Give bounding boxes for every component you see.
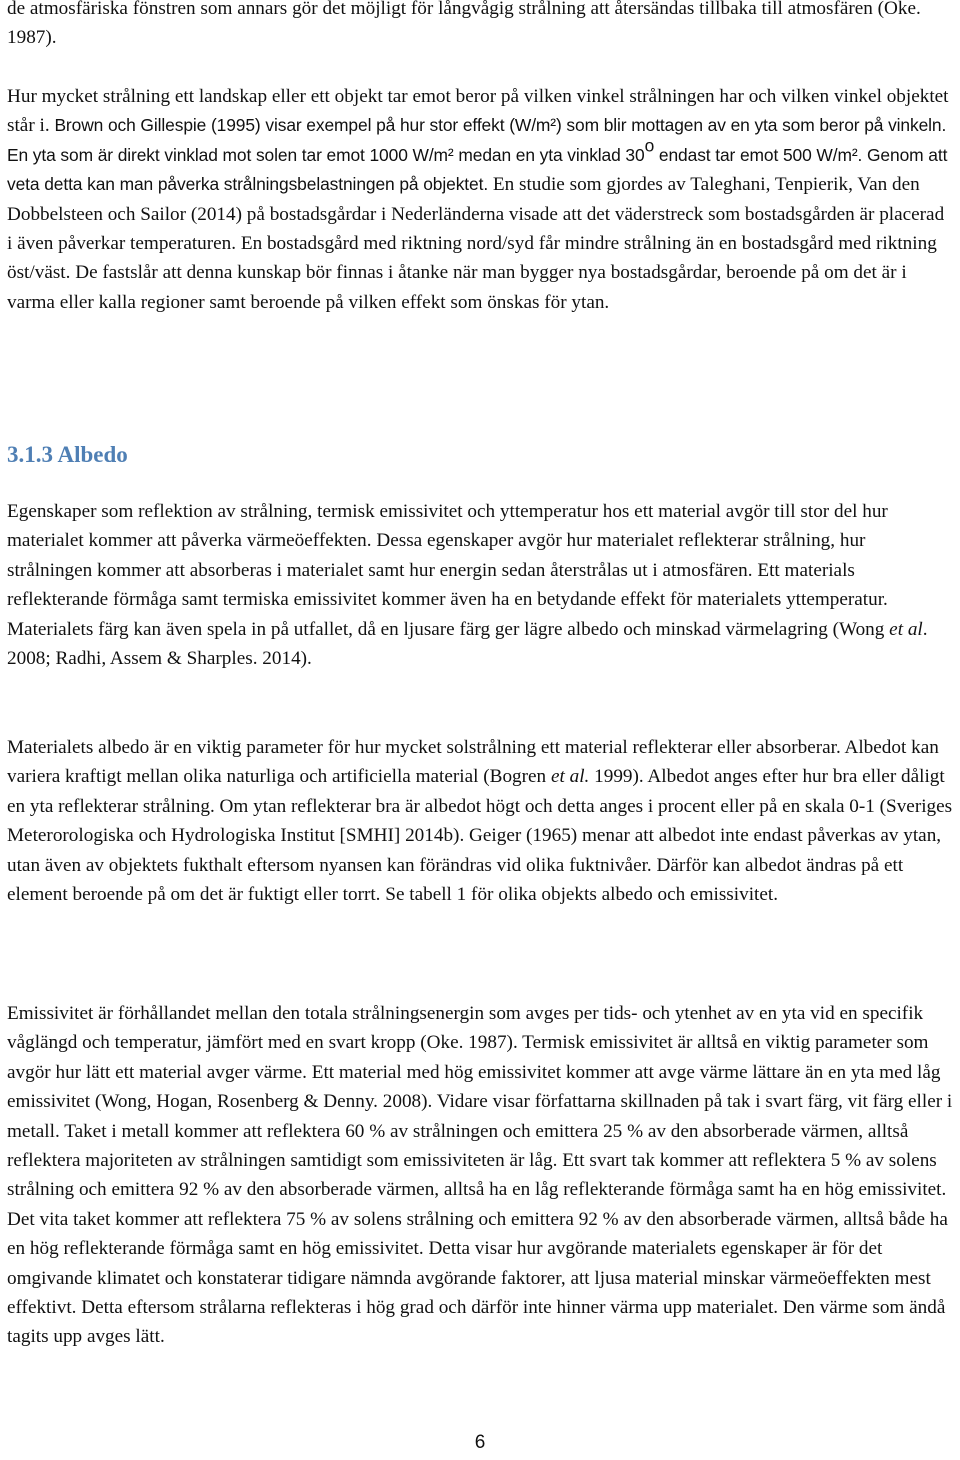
text-span-sans: endast tar emot 500 W/m². Genom att veta detta kan man påverka strålningsbelastningen på objektet. bbox=[7, 144, 948, 195]
paragraph-albedo-definition bbox=[7, 733, 954, 909]
text-span: 1999). Albedot anges efter hur bra eller dåligt en yta reflekterar strålning. Om ytan reflekterar bra är albedot högt och detta anges i procent eller på en skala 0-1 (Sveriges Meterorologiska och Hydrologiska Institut [SMHI] 2014b). Geiger (1965) menar att albedot inte endast påverkas av ytan, utan även av objektets fukthalt eftersom nyansen kan förändras vid olika fuktnivåer. Därför kan albedot ändras på ett element beroende på om det är fuktigt eller torrt. Se tabell 1 för olika objekts albedo och emissivitet. bbox=[7, 766, 953, 906]
superscript-degree: o bbox=[644, 135, 655, 156]
paragraph-emissivity: Emissivitet är förhållandet mellan den totala strålningsenergin som avges per tids- och ytenhet av en yta vid en specifik våglängd och temperatur, jämfört med en svart kropp (Oke. 1987). Termisk emissivitet är alltså en viktig parameter som avgör hur lätt ett material avger värme. Ett material med hög emissivitet kommer att avge värme lättare än en yta med låg emissivitet (Wong, Hogan, Rosenberg & Denny. 2008). Vidare visar författarna skillnaden på tak i svart färg, vit färg eller i metall. Taket i metall kommer att reflektera 60 % av strålningen och emittera 25 % av den absorberade värmen, alltså reflektera majoriteten av strålningen samtidigt som emissiviteten är låg. Ett svart tak kommer att reflektera 5 % av solens strålning och emittera 92 % av den absorberade värmen, alltså ha en låg reflekterande förmåga samt ha en hög emissivitet. Det vita taket kommer att reflektera 75 % av solens strålning och emittera 92 % av den absorberade värmen, alltså både ha en hög reflekterande förmåga samt en hög emissivitet. Detta visar hur avgörande materialets egenskaper är för det omgivande klimatet och konstaterar tidigare nämnda avgörande faktorer, att ljusa material minskar värmeöeffekten mest effektivt. Detta eftersom strålarna reflekteras i hög grad och därför inte hinner värma upp materialet. Den värme som ändå tagits upp avges lätt. bbox=[7, 1003, 953, 1348]
text-span: En studie som gjordes av Taleghani, Tenpierik, Van den Dobbelsteen och Sailor (2014) på bostadsgårdar i Nederländerna visade att det väderstreck som bostadsgården är placerad i även påverkar temperaturen. En bostadsgård med riktning nord/syd får mindre strålning än en bostadsgård med riktning öst/väst. De fastslår att denna kunskap bör finnas i åtanke när man bygger nya bostadsgårdar, beroende på om det är i varma eller kalla regioner samt beroende på vilken effekt som önskas för ytan. bbox=[7, 174, 945, 313]
paragraph-material-properties bbox=[7, 497, 954, 673]
text-span: Hur mycket strålning ett landskap eller ett objekt tar emot beror på vilken vinkel strålningen har och vilken vinkel objektet står i. bbox=[7, 86, 949, 137]
text-italic: et al. bbox=[550, 766, 590, 788]
text-span: Egenskaper som reflektion av strålning, termisk emissivitet och yttemperatur hos ett material avgör till stor del hur materialet kommer att påverka värmeöeffekten. Dessa egenskaper avgör hur materialet reflekterar strålning, hur strålningen kommer att absorberas i materialet samt hur energin sedan återstrålas ut i atmosfären. Ett materials reflekterande förmåga samt termiska emissivitet kommer även ha en betydande effekt för materialets yttemperatur. Materialets färg kan även spela in på utfallet, då en ljusare färg ger lägre albedo och minskad värmelagring (Wong bbox=[7, 501, 890, 640]
paragraph-radiation-angle bbox=[7, 82, 954, 317]
section-heading-albedo: 3.1.3 Albedo bbox=[7, 442, 128, 467]
text-span-sans: Brown och Gillespie (1995) visar exempel på hur stor effekt (W/m²) som blir mottagen av en yta som beror på vinkeln. En yta som är direkt vinklad mot solen tar emot 1000 W/m² medan en yta vinklad 30 bbox=[7, 115, 947, 165]
text-italic: et al bbox=[889, 618, 923, 640]
page-number: 6 bbox=[474, 1432, 486, 1453]
text-span: Materialets albedo är en viktig parameter för hur mycket solstrålning ett material reflekterar eller absorberar. Albedot kan variera kraftigt mellan olika naturliga och artificiella material (Bogren bbox=[7, 737, 939, 788]
paragraph-atmospheric-windows: de atmosfäriska fönstren som annars gör det möjligt för långvågig strålning att återsändas tillbaka till atmosfären (Oke. 1987). bbox=[7, 0, 921, 49]
text-span: . 2008; Radhi, Assem & Sharples. 2014). bbox=[7, 618, 928, 670]
